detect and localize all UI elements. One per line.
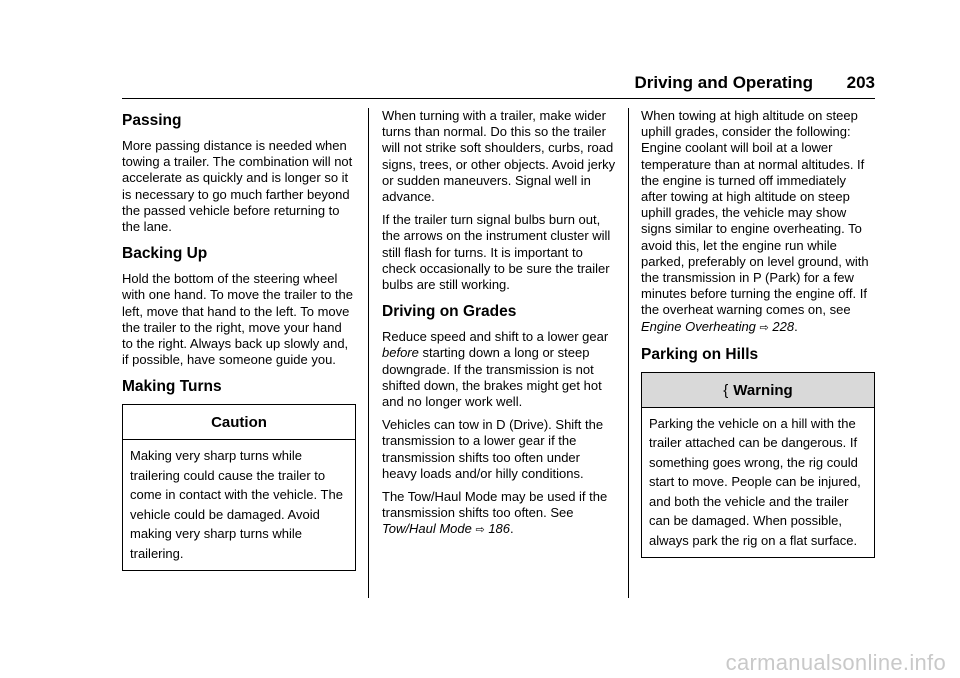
caution-title: Caution: [123, 405, 355, 440]
column-right: [641, 108, 875, 558]
warning-text: Parking the vehicle on a hill with the trailer attached can be dangerous. If something goes wrong, the rig could start to move. People can be injured, and both the vehicle and the trailer can be damaged. When possible, always park the rig on a flat surface.: [649, 415, 861, 548]
watermark: carmanualsonline.info: [725, 650, 946, 675]
page-ref-arrow-icon: ⇨: [475, 524, 485, 537]
emphasis-before: before: [382, 345, 419, 361]
page-number: 203: [846, 73, 875, 92]
page-ref-arrow-icon: ⇨: [759, 321, 769, 334]
section-heading-passing: Passing: [122, 112, 182, 129]
warning-box: [641, 372, 875, 559]
backing-up-text: Hold the bottom of the steering wheel with one hand. To move the trailer to the left, move that hand to the left. To move the trailer to the right, move your hand to the right. Always back up slowly and, if possible, have someone guide you.: [122, 271, 354, 368]
column-divider: [628, 108, 629, 598]
altitude-text-end: .: [794, 318, 798, 334]
altitude-text: [641, 108, 875, 336]
grades-text-3: [382, 489, 616, 539]
chapter-title: Driving and Operating: [634, 73, 813, 92]
warning-header: [642, 373, 874, 408]
engine-overheating-page-ref[interactable]: 228: [772, 318, 795, 334]
altitude-text-start: When towing at high altitude on steep uphill grades, consider the following: Engine coolant will boil at a lower temperature than at normal altitudes. If the engine is turned off immediately after towing at high altitude on steep uphill grades, the vehicle may show signs similar to engine overheating. To avoid this, let the engine run while parked, preferably on level ground, with the transmission in P (Park) for a few minutes before turning the engine off. If the overheat warning comes on, see: [641, 108, 869, 318]
passing-text: More passing distance is needed when towing a trailer. The combination will not accelerate as quickly and is longer so it is necessary to go much farther beyond the passed vehicle before returning to the lane.: [122, 138, 353, 235]
column-left: [122, 108, 356, 571]
section-heading-backing-up: Backing Up: [122, 245, 208, 263]
tow-haul-page-ref[interactable]: 186: [488, 521, 511, 537]
warning-icon: {: [723, 381, 729, 399]
signal-text: If the trailer turn signal bulbs burn out, the arrows on the instrument cluster will still flash for turns. It is important to check occasionally to be sure the trailer bulbs are still working.: [382, 212, 611, 293]
grades-text-1-end: starting down a long or steep downgrade. If the transmission is not shifted down, the brakes might get hot and no longer work well.: [382, 345, 602, 410]
grades-text-2: Vehicles can tow in D (Drive). Shift the transmission to a lower gear if the transmission shifts too often under heavy loads and/or hilly conditions.: [382, 417, 604, 481]
turns-text: When turning with a trailer, make wider turns than normal. Do this so the trailer will not strike soft shoulders, curbs, road signs, trees, or other objects. Avoid jerky or sudden maneuvers. Signal well in advance.: [382, 108, 616, 205]
section-heading-parking-on-hills: Parking on Hills: [641, 345, 759, 363]
section-heading-driving-on-grades: Driving on Grades: [382, 303, 517, 321]
section-heading-making-turns: Making Turns: [122, 378, 222, 396]
page-header: [122, 70, 875, 99]
column-divider: [368, 108, 369, 598]
caution-box: [122, 404, 356, 571]
column-middle: [382, 108, 616, 546]
grades-text-1-start: Reduce speed and shift to a lower gear: [382, 329, 609, 345]
grades-text-3-start: The Tow/Haul Mode may be used if the transmission shifts too often. See: [382, 489, 608, 521]
engine-overheating-link[interactable]: Engine Overheating: [641, 318, 756, 334]
caution-text: Making very sharp turns while trailering could cause the trailer to come in contact with the vehicle. The vehicle could be damaged. Avoid making very sharp turns while trailering.: [130, 448, 343, 561]
grades-text-3-end: .: [510, 521, 514, 537]
grades-text-1: [382, 329, 616, 410]
warning-title: Warning: [733, 381, 793, 399]
tow-haul-mode-link[interactable]: Tow/Haul Mode: [382, 521, 472, 537]
